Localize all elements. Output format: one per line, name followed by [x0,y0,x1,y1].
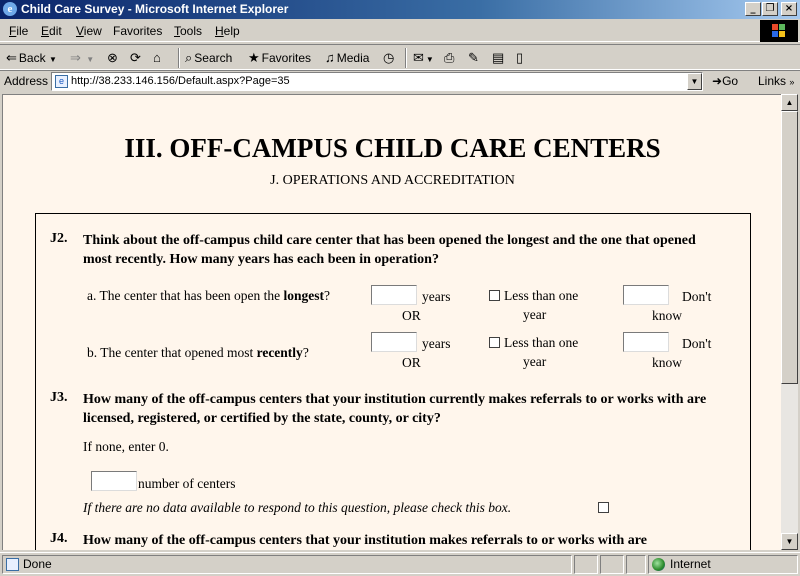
messenger-button[interactable] [516,49,525,67]
vertical-scrollbar[interactable] [781,94,798,550]
question-box [35,213,751,550]
menu-favorites[interactable]: Favorites [113,24,163,38]
j2b-less-than-one-label: Less than one [504,335,579,350]
j2a-less-than-one-checkbox[interactable] [489,290,500,301]
question-text-j4: How many of the off-campus centers that your institution makes referrals to or works with are [83,533,647,548]
j2b-year-label: year [523,354,547,369]
j2b-or: OR [402,355,421,370]
question-text-j3: How many of the off-campus centers that your institution currently makes referrals to or works with are licensed, registered, or certified by the state, county, or city? [83,392,707,426]
mail-icon: ✉ [413,50,424,65]
j2a-dont-label: Don't [682,289,712,304]
page-title: III. OFF-CAMPUS CHILD CARE CENTERS [124,133,661,163]
status-bar [0,552,800,576]
j2b-years-input[interactable] [371,332,417,352]
j2a-label: a. The center that has been open the longest? [87,288,331,303]
restore-button[interactable]: ❐ [762,2,778,16]
forward-button[interactable]: ⇒ ▼ [70,50,95,65]
search-button[interactable]: ⌕ Search [185,50,233,65]
j2a-years-input[interactable] [371,285,417,305]
address-bar [0,70,800,92]
status-text: Done [2,555,572,574]
j3-count-input[interactable] [91,471,137,491]
question-number-j3: J3. [50,390,68,405]
ie-logo-icon: e [3,2,17,16]
j2a-years-unit: years [422,289,451,304]
j2a-less-than-one-label: Less than one [504,288,579,303]
j2b-dont-know-input[interactable] [623,332,669,352]
media-icon: ♫ [325,50,335,65]
go-button[interactable]: ➜Go [712,74,739,88]
address-url[interactable]: http://38.233.146.156/Default.aspx?Page=35 [71,75,290,87]
search-icon: ⌕ [185,50,193,65]
toolbar-separator [178,48,180,68]
question-number-j4: J4. [50,531,68,546]
stop-icon: ⊗ [107,50,118,65]
page-done-icon [6,558,19,571]
j2a-know-label: know [652,308,682,323]
messenger-icon: ▯ [516,50,524,65]
print-icon: ⎙ [444,50,455,65]
stop-button[interactable] [107,49,120,67]
edit-icon: ✎ [468,50,479,65]
menu-tools[interactable]: Tools [174,24,203,38]
discuss-button[interactable] [492,49,506,67]
home-icon: ⌂ [153,50,161,65]
address-label: Address [4,74,49,88]
scroll-up-button[interactable]: ▲ [781,94,798,111]
go-arrow-icon: ➜ [712,74,723,88]
j2a-year-label: year [523,307,547,322]
standard-toolbar [0,44,800,70]
page-icon: e [55,75,68,88]
close-button[interactable]: × [781,2,797,16]
status-panel [626,555,646,574]
discuss-icon: ▤ [492,50,505,65]
media-button[interactable]: ♫ Media [325,50,370,65]
j2b-dont-label: Don't [682,336,712,351]
security-zone: Internet [648,555,798,574]
j3-count-label: number of centers [138,476,236,491]
forward-arrow-icon: ⇒ [70,50,81,65]
j3-instruction: If none, enter 0. [83,439,169,454]
address-dropdown-button[interactable]: ▼ [687,73,702,90]
j2b-label: b. The center that opened most recently? [87,345,309,360]
title-bar [0,0,800,19]
page-content [2,94,781,550]
menu-view[interactable]: View [76,24,102,38]
question-text-j2: Think about the off-campus child care center that has been opened the longest and the one that opened most recently. How many years has each been in operation? [83,233,696,267]
j2a-dont-know-input[interactable] [623,285,669,305]
j2b-years-unit: years [422,336,451,351]
toolbar-separator [405,48,407,68]
mail-button[interactable]: ✉ ▼ [413,50,434,65]
print-button[interactable] [444,49,456,67]
window-title: Child Care Survey - Microsoft Internet Explorer [21,2,289,16]
scroll-down-button[interactable]: ▼ [781,533,798,550]
menu-file[interactable]: File [9,24,29,38]
menu-edit[interactable]: Edit [41,24,62,38]
links-button[interactable]: Links » [758,74,795,88]
menu-help[interactable]: Help [215,24,240,38]
back-button[interactable]: ⇐ Back ▼ [6,50,57,65]
status-panel [600,555,624,574]
refresh-icon: ⟳ [130,50,141,65]
refresh-button[interactable] [130,49,143,67]
favorites-icon: ★ [248,50,260,65]
j2b-know-label: know [652,355,682,370]
globe-icon [652,558,665,571]
back-arrow-icon: ⇐ [6,50,17,65]
favorites-button[interactable]: ★ Favorites [248,50,312,65]
status-panel [574,555,598,574]
menu-bar [0,20,800,42]
minimize-button[interactable]: _ [745,2,761,16]
j2a-or: OR [402,308,421,323]
edit-button[interactable] [468,49,481,67]
history-icon: ◷ [383,50,395,65]
windows-logo [760,20,798,42]
j2b-less-than-one-checkbox[interactable] [489,337,500,348]
j3-no-data-text: If there are no data available to respond to this question, please check this box. [83,500,512,515]
address-input[interactable] [51,72,703,91]
windows-flag-icon [772,24,786,38]
history-button[interactable] [383,49,396,67]
question-number-j2: J2. [50,231,68,246]
scroll-thumb[interactable] [781,111,798,384]
home-button[interactable] [153,49,163,67]
j3-no-data-checkbox[interactable] [598,502,609,513]
section-subtitle: J. OPERATIONS AND ACCREDITATION [270,173,515,188]
